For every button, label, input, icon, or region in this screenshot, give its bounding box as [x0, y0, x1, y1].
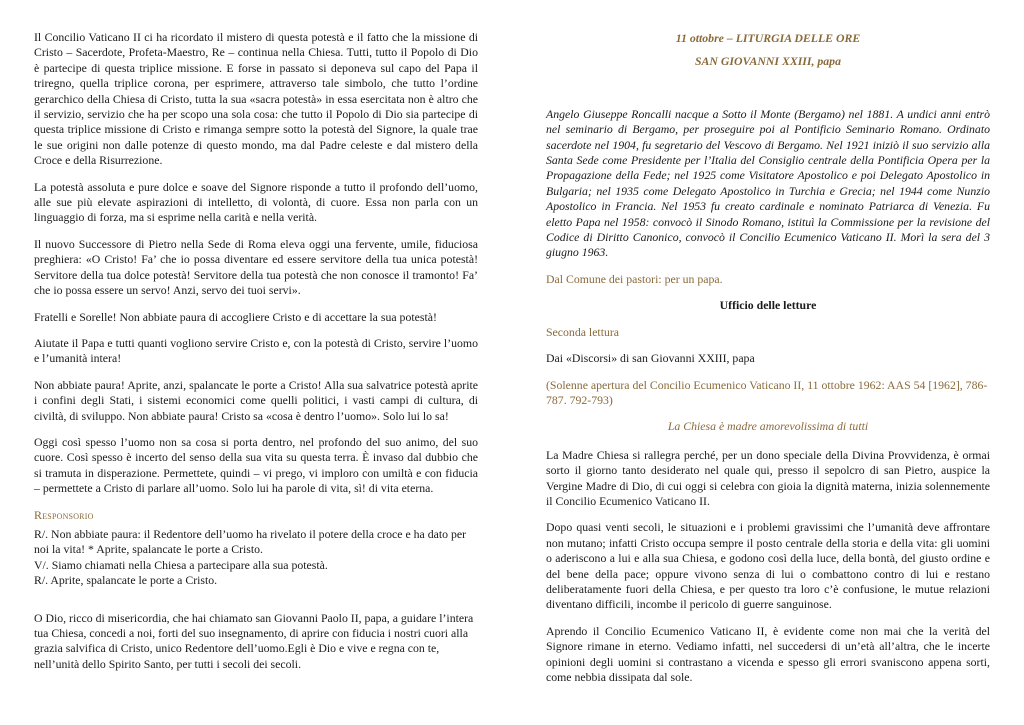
paragraph: La potestà assoluta e pure dolce e soave del Signore risponde a tutto il profondo dell’uomo, alle sue più elevate aspirazioni di intelletto, di volontà, di cuore. Essa non parla con un linguaggio di forza, ma si esprime nella carità e nella verità.	[34, 179, 478, 225]
paragraph: Dopo quasi venti secoli, le situazioni e i problemi gravissimi che l’umanità deve affrontare non mutano; infatti Cristo occupa sempre il posto centrale della storia e della vita: gli uomini o aderiscono a lui e alla sua Chiesa, e godono così della luce, della bontà, del giusto ordine e del bene della pace; oppure vivono senza di lui o combattono contro di lui e restano deliberatamente fuori della Chiesa, e per questo tra loro c’è confusione, le mutue relazioni diventano difficili, incombe il pericolo di guerre sanguinose.	[546, 520, 990, 612]
reading-source: Dai «Discorsi» di san Giovanni XXIII, papa	[546, 351, 755, 366]
paragraph: Aiutate il Papa e tutti quanti vogliono servire Cristo e, con la potestà di Cristo, servire l’uomo e l’umanità intera!	[34, 335, 478, 366]
ufficio-title: Ufficio delle letture	[719, 298, 817, 313]
responsorio-line: R/. Non abbiate paura: il Redentore dell’uomo ha rivelato il potere della croce e ha dato per noi la vita! * Aprite, spalancate le porte a Cristo.	[34, 526, 467, 557]
paragraph: Aprendo il Concilio Ecumenico Vaticano II, è evidente come non mai che la verità del Signore rimane in eterno. Vediamo infatti, nel succedersi di un’età all’altra, che le incerte opinioni degli uomini si contrastano a vicenda e spesso gli errori svaniscono appena sorti, come nebbia dissipata dal sole.	[546, 623, 990, 684]
saint-biography: Angelo Giuseppe Roncalli nacque a Sotto il Monte (Bergamo) nel 1881. A undici anni entrò nel seminario di Bergamo, per proseguire poi al Pontificio Seminario Romano. Ordinato sacerdote nel 1904, fu segretario del Vescovo di Bergamo. Nel 1921 iniziò il suo servizio alla Santa Sede come Presidente per l’Italia del Consiglio centrale della Pontificia Opera per la Propagazione della Fede; nel 1925 come Visitatore Apostolico e poi Delegato Apostolico in Bulgaria; nel 1935 come Delegato Apostolico in Turchia e Grecia; nel 1944 come Nunzio Apostolico in Francia. Nel 1953 fu creato cardinale e nominato Patriarca di Venezia. Fu eletto Papa nel 1958: convocò il Sinodo Romano, istituì la Commissione per la revisione del Codice di Diritto Canonico, convocò il Concilio Ecumenico Vaticano II. Morì la sera del 3 giugno 1963.	[546, 106, 990, 260]
reading-title: La Chiesa è madre amorevolissima di tutti	[667, 419, 869, 434]
paragraph: Il Concilio Vaticano II ci ha ricordato il mistero di questa potestà e il fatto che la missione di Cristo – Sacerdote, Profeta-Maestro, Re – continua nella Chiesa. Tutti, tutto il Popolo di Dio è partecipe di questa triplice missione. E forse in passato si deponeva sul capo del Papa il triregno, quella triplice corona, per esprimere, attraverso tale simbolo, che tutto l’ordine gerarchico della Chiesa di Cristo, tutta la sua «sacra potestà» in essa esercitata non è altro che il servizio, servizio che ha per scopo una sola cosa: che tutto il Popolo di Dio sia partecipe di questa triplice missione di Cristo e rimanga sempre sotto la potestà del Signore, la quale trae le sue origini non dalle potenze di questo mondo, ma dal Padre celeste e dal mistero della Croce e della Risurrezione.	[34, 30, 478, 168]
seconda-lettura-label: Seconda lettura	[546, 324, 620, 339]
comune-note: Dal Comune dei pastori: per un papa.	[546, 271, 723, 286]
paragraph: Non abbiate paura! Aprite, anzi, spalancate le porte a Cristo! Alla sua salvatrice potestà aprite i confini degli Stati, i sistemi economici come quelli politici, i vasti campi di cultura, di civiltà, di sviluppo. Non abbiate paura! Cristo sa «cosa è dentro l’uomo». Solo lui lo sa!	[34, 377, 478, 423]
right-page	[546, 31, 990, 696]
responsorio-line: R/. Aprite, spalancate le porte a Cristo.	[34, 573, 218, 588]
responsorio-line: V/. Siamo chiamati nella Chiesa a partecipare alla sua potestà.	[34, 557, 328, 572]
paragraph: La Madre Chiesa si rallegra perché, per un dono speciale della Divina Provvidenza, è ormai sorto il giorno tanto desiderato nel quale qui, presso il sepolcro di san Pietro, auspice la Vergine Madre di Dio, di cui oggi si celebra con gioia la dignità materna, inizia solennemente il Concilio Ecumenico Vaticano II.	[546, 447, 990, 508]
paragraph: Il nuovo Successore di Pietro nella Sede di Roma eleva oggi una fervente, umile, fiduciosa preghiera: «O Cristo! Fa’ che io possa diventare ed essere servitore della tua unica potestà! Servitore della tua dolce potestà! Servitore della tua potestà che non conosce il tramonto! Fa’ che io possa essere un servo! Anzi, servo dei tuoi servi».	[34, 236, 478, 298]
heading-date: 11 ottobre – LITURGIA DELLE ORE	[675, 31, 861, 45]
responsorio	[34, 508, 478, 589]
reading-reference: (Solenne apertura del Concilio Ecumenico Vaticano II, 11 ottobre 1962: AAS 54 [1962], 786-787. 792-793)	[546, 377, 988, 407]
heading-saint: SAN GIOVANNI XXIII, papa	[695, 54, 841, 69]
paragraph: Oggi così spesso l’uomo non sa cosa si porta dentro, nel profondo del suo animo, del suo cuore. Così spesso è incerto del senso della sua vita su questa terra. È invaso dal dubbio che si tramuta in disperazione. Permettete, quindi – vi prego, vi imploro con umiltà e con fiducia – permettete a Cristo di parlare all’uomo. Solo lui ha parole di vita, sì! di vita eterna.	[34, 434, 478, 496]
closing-prayer: O Dio, ricco di misericordia, che hai chiamato san Giovanni Paolo II, papa, a guidare l’intera tua Chiesa, concedi a noi, forti del suo insegnamento, di aprire con fiducia i nostri cuori alla grazia salvifica di Cristo, unico Redentore dell’uomo.Egli è Dio e vive e regna con te, nell’unità dello Spirito Santo, per tutti i secoli dei secoli.	[34, 610, 474, 671]
paragraph: Fratelli e Sorelle! Non abbiate paura di accogliere Cristo e di accettare la sua potestà!	[34, 309, 437, 324]
responsorio-title: Responsorio	[34, 507, 94, 522]
left-page	[34, 30, 478, 683]
